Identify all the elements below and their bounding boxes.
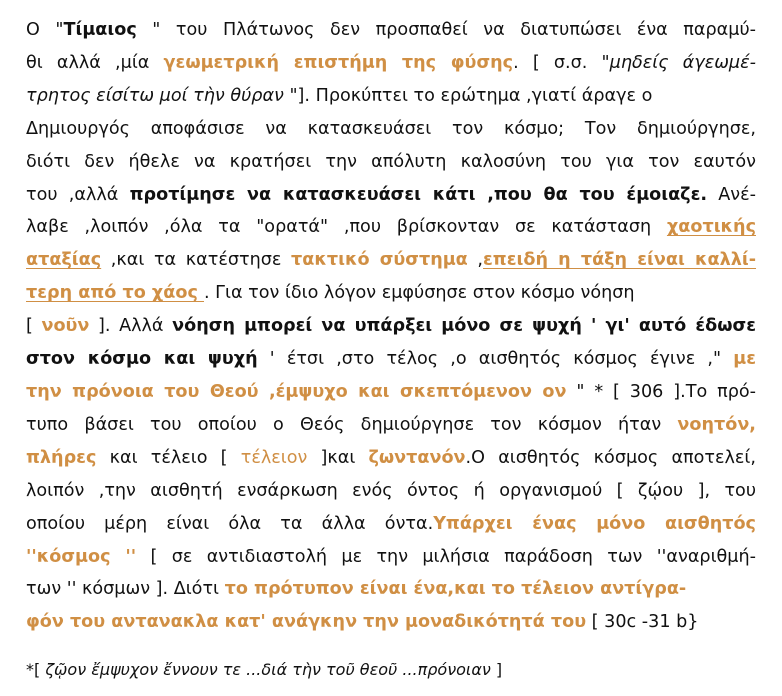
- text-run: Ανέ-: [707, 184, 756, 205]
- text-run: τακτικό σύστημα: [291, 250, 468, 271]
- text-run: Ο ": [26, 20, 64, 40]
- text-line: [26, 310, 756, 343]
- text-run: τρητος είσίτω μοί τὴν θύραν: [26, 85, 290, 106]
- text-run: .Ο αισθητός κόσμος αποτελεί,: [465, 447, 756, 468]
- text-line: [26, 376, 756, 409]
- text-line: [26, 606, 756, 639]
- text-run: ''κόσμος '': [26, 546, 137, 567]
- text-line: [26, 146, 756, 179]
- text-line: [26, 277, 756, 310]
- text-run: [ 30c -31 b}: [586, 612, 699, 633]
- text-run: το πρότυπον είναι ένα,και το τέλειον αντίγρα-: [224, 579, 687, 600]
- text-run: λαβε ,λοιπόν ,όλα τα "ορατά" ,που βρίσκονταν σε κατάσταση: [26, 217, 667, 238]
- text-run: . Για τον ίδιο λόγον εμφύσησε στον κόσμο νόηση: [204, 283, 635, 304]
- text-line: [26, 211, 756, 244]
- text-run: στον κόσμο και ψυχή: [26, 349, 258, 370]
- footnote-close: ]: [490, 660, 503, 679]
- text-line: [26, 179, 756, 212]
- text-run: ,και τα κατέστησε: [101, 250, 292, 271]
- text-line: [26, 442, 756, 475]
- text-run: [: [26, 316, 42, 337]
- text-run: των '' κόσμων ]. Διότι: [26, 579, 225, 600]
- text-run: . [ σ.σ. ": [513, 52, 610, 73]
- text-run: νόηση μπορεί να υπάρξει μόνο σε ψυχή ' γι' αυτό έδωσε: [172, 316, 756, 337]
- text-line: [26, 343, 756, 376]
- text-run: μηδείς άγεωμέ-: [609, 52, 756, 73]
- text-run: θι αλλά ,μία: [26, 52, 164, 73]
- text-line: [26, 508, 756, 541]
- text-run: Δημιουργός αποφάσισε να κατασκευάσει τον κόσμο; Τον δημιούργησε,: [26, 118, 756, 139]
- footnote-marker: *[: [26, 660, 46, 679]
- text-run: ζωντανόν: [368, 447, 466, 468]
- text-line: [26, 409, 756, 442]
- text-run: ,: [467, 250, 484, 271]
- text-run: [ σε αντιδιαστολή με την μιλήσια παράδοση των ''αναριθμή-: [136, 546, 756, 567]
- text-run: τέλειον: [240, 447, 308, 468]
- text-run: πλήρες: [26, 447, 97, 468]
- text-run: με: [733, 349, 756, 370]
- text-run: λοιπόν ,την αισθητή ενσάρκωση ενός όντος ή οργανισμού [ ζῴου ], του: [26, 480, 756, 501]
- text-run: " του Πλάτωνος δεν προσπαθεί να διατυπώσει ένα παραμύ-: [136, 20, 756, 40]
- text-run: " * [ 306 ].Το πρό-: [566, 381, 756, 402]
- text-run: νοῦν: [41, 316, 90, 337]
- text-run: αταξίας: [26, 250, 102, 271]
- text-line: [26, 475, 756, 508]
- text-run: ]. Αλλά: [89, 316, 173, 337]
- main-paragraph: [26, 14, 756, 639]
- text-run: τερη από το χάος: [26, 283, 204, 304]
- text-line: [26, 47, 756, 80]
- text-run: γεωμετρική επιστήμη της φύσης: [163, 52, 514, 73]
- text-run: νοητόν,: [677, 414, 756, 435]
- text-line: [26, 14, 756, 47]
- text-run: επειδή η τάξη είναι καλλί-: [483, 250, 757, 271]
- text-run: φόν του αντανακλα κατ' ανάγκην την μοναδικότητά του: [26, 612, 587, 633]
- text-line: [26, 80, 756, 113]
- text-run: την πρόνοια του Θεού ,έμψυχο και σκεπτόμενον ον: [26, 381, 567, 402]
- text-line: [26, 244, 756, 277]
- text-line: [26, 113, 756, 146]
- footnote: [26, 658, 756, 682]
- text-run: διότι δεν ήθελε να κρατήσει την απόλυτη καλοσύνη του για τον εαυτόν: [26, 151, 756, 172]
- text-run: ' έτσι ,στο τέλος ,ο αισθητός κόσμος έγινε ,": [257, 349, 734, 370]
- text-run: "]. Προκύπτει το ερώτημα ,γιατί άραγε ο: [289, 85, 653, 106]
- text-run: και τέλειο [: [96, 447, 241, 468]
- text-run: του ,αλλά: [26, 184, 130, 205]
- text-run: οποίου μέρη είναι όλα τα άλλα όντα.: [26, 513, 434, 534]
- text-line: [26, 573, 756, 606]
- text-run: προτίμησε να κατασκευάσει κάτι ,που θα του έμοιαζε.: [129, 184, 708, 205]
- footnote-text: ζῷον ἔμψυχον ἔννουν τε ...διά τὴν τοῦ θεοῦ ...πρόνοιαν: [45, 660, 491, 679]
- text-line: [26, 541, 756, 574]
- text-run: χαοτικής: [666, 217, 756, 238]
- text-run: Υπάρχει ένας μόνο αισθητός: [433, 513, 756, 534]
- text-run: τυπο βάσει του οποίου ο Θεός δημιούργησε τον κόσμον ήταν: [26, 414, 678, 435]
- text-run: ]και: [307, 447, 369, 468]
- text-run: Τίμαιος: [63, 20, 137, 40]
